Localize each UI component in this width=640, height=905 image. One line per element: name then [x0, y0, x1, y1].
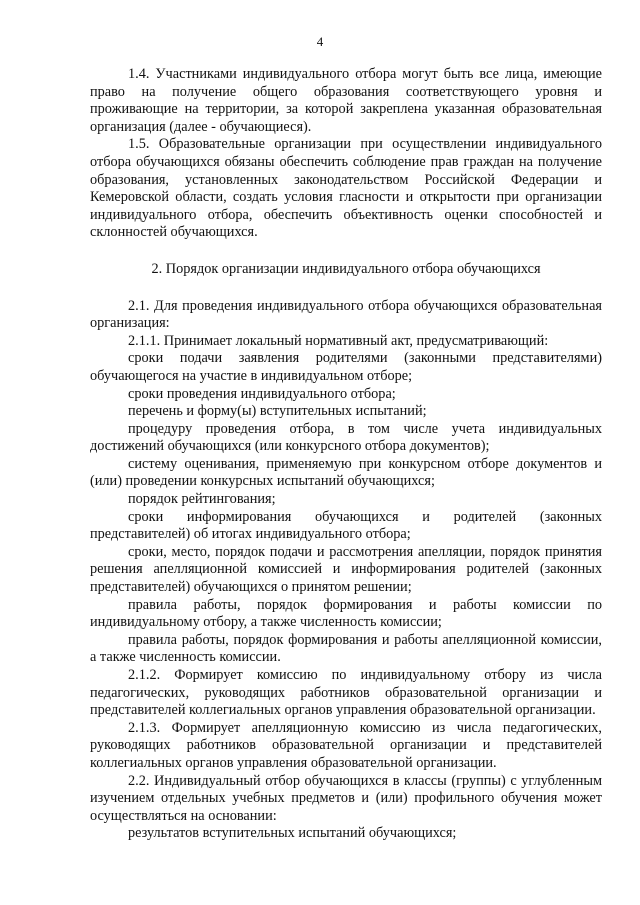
document-body: [90, 66, 602, 843]
paragraph-1-4: 1.4. Участниками индивидуального отбора могут быть все лица, имеющие право на получение общего образования соответствующего уровня и проживающие на территории, за которой закреплена указанная образовательная организация (далее - обучающиеся).: [90, 66, 602, 135]
paragraph-2-1: 2.1. Для проведения индивидуального отбора обучающихся образовательная организация:: [90, 297, 602, 332]
list-item: результатов вступительных испытаний обучающихся;: [128, 825, 457, 842]
paragraph-1-5: 1.5. Образовательные организации при осуществлении индивидуального отбора обучающихся обязаны обеспечить соблюдение прав граждан на получение образования, установленных законодательством Российской Федерации и Кемеровской области, создать условия гласности и открытости при организации индивидуального отбора, обеспечить объективность оценки способностей и склонностей обучающихся.: [90, 136, 602, 241]
list-item: правила работы, порядок формирования и работы комиссии по индивидуальному отбору, а также численность комиссии;: [90, 596, 602, 631]
paragraph-2-1-3: 2.1.3. Формирует апелляционную комиссию из числа педагогических, руководящих работников образовательной организации и представителей коллегиальных органов управления образовательной организации.: [90, 719, 602, 771]
list-item: перечень и форму(ы) вступительных испытаний;: [128, 403, 427, 420]
list-item: процедуру проведения отбора, в том числе учета индивидуальных достижений обучающихся (или конкурсного отбора документов);: [90, 420, 602, 455]
list-item: правила работы, порядок формирования и работы апелляционной комиссии, а также численность комиссии.: [90, 631, 602, 666]
list-item: систему оценивания, применяемую при конкурсном отборе документов и (или) проведении конкурсных испытаний обучающихся;: [90, 455, 602, 490]
section-heading-2: 2. Порядок организации индивидуального отбора обучающихся: [151, 260, 541, 277]
paragraph-2-1-2: 2.1.2. Формирует комиссию по индивидуальному отбору из числа педагогических, руководящих работников образовательной организации и представителей коллегиальных органов управления образовательной организации.: [90, 667, 602, 719]
list-item: сроки подачи заявления родителями (законными представителями) обучающегося на участие в индивидуальном отборе;: [90, 350, 602, 384]
list-item: сроки информирования обучающихся и родителей (законных представителей) об итогах индивидуального отбора;: [90, 508, 602, 543]
paragraph-2-2: 2.2. Индивидуальный отбор обучающихся в классы (группы) с углубленным изучением отдельных учебных предметов и (или) профильного обучения может осуществляться на основании:: [90, 772, 602, 824]
list-item: порядок рейтингования;: [128, 491, 276, 508]
list-item: сроки, место, порядок подачи и рассмотрения апелляции, порядок принятия решения апелляционной комиссией и информирования родителей (законных представителей) обучающихся о принятом решении;: [90, 543, 602, 596]
paragraph-2-1-1: 2.1.1. Принимает локальный нормативный акт, предусматривающий:: [128, 332, 549, 349]
page-number: 4: [316, 34, 324, 49]
list-item: сроки проведения индивидуального отбора;: [128, 385, 396, 402]
